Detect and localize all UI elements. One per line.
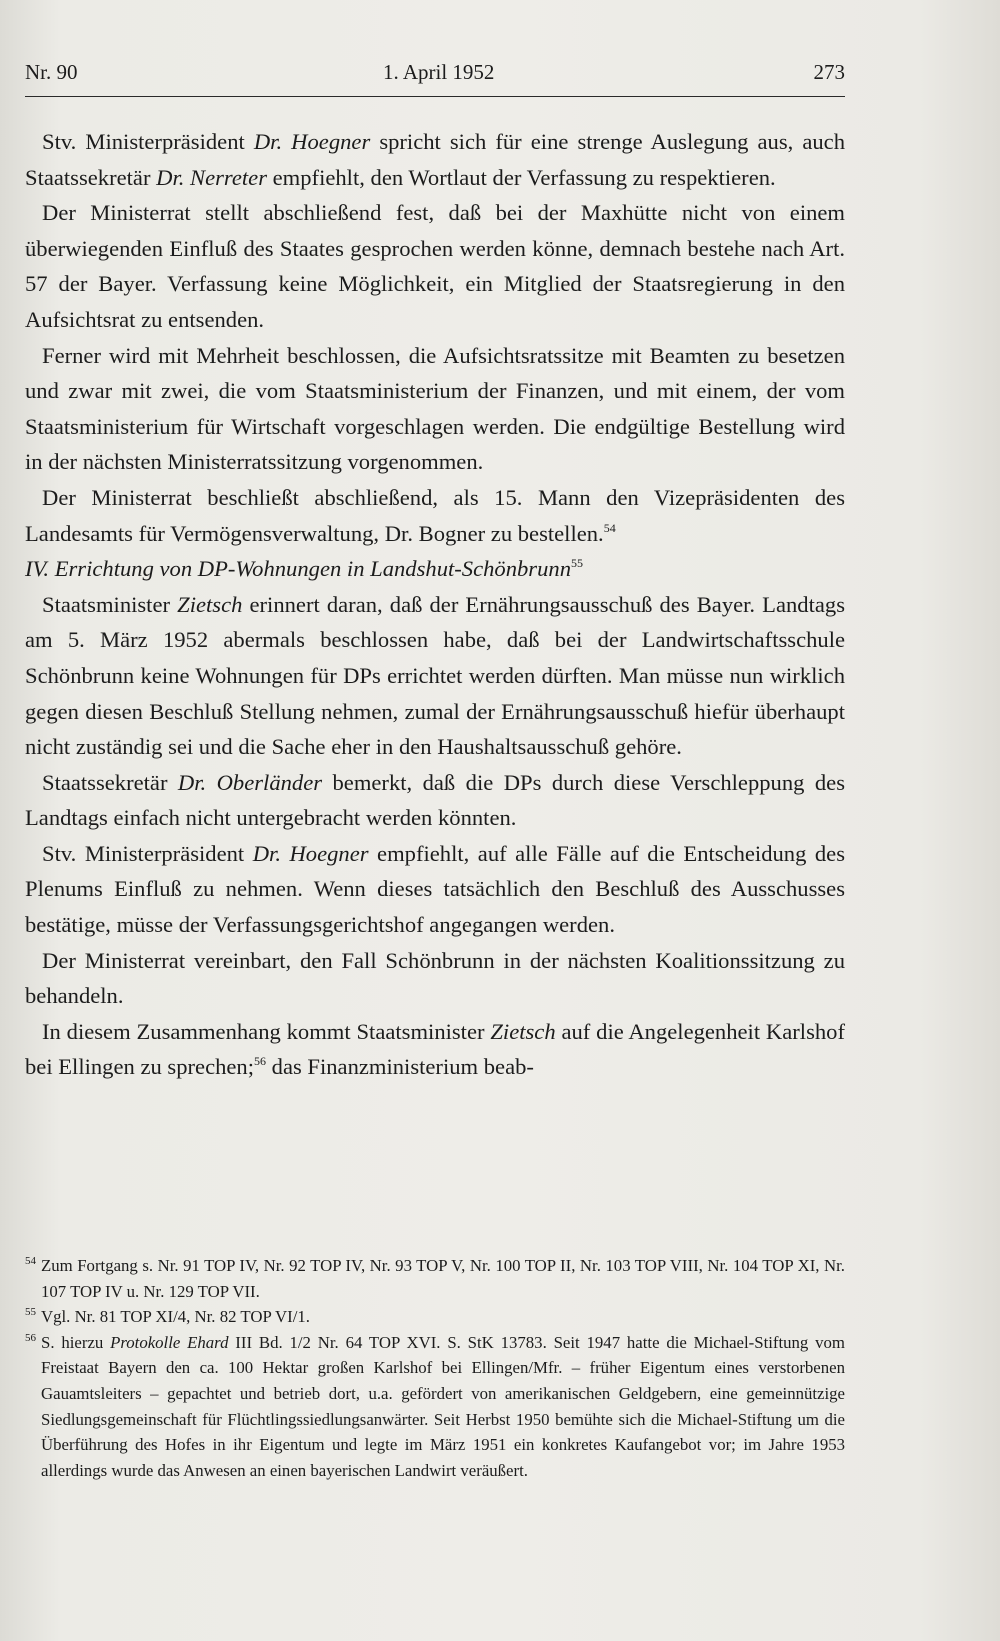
document-number: Nr. 90 <box>25 60 78 84</box>
page-number: 273 <box>813 60 845 84</box>
text-span: Stv. Ministerpräsident <box>42 129 254 154</box>
person-name: Dr. Nerreter <box>156 164 267 190</box>
paragraph <box>25 480 845 551</box>
text-span: Staatssekretär <box>42 769 178 795</box>
footnote-text: Vgl. Nr. 81 TOP XI/4, Nr. 82 TOP VI/1. <box>41 1307 310 1327</box>
header-rule <box>25 96 845 97</box>
person-name: Zietsch <box>490 1018 556 1044</box>
text-span: Stv. Ministerpräsident <box>42 840 253 866</box>
text-span: Der Ministerrat beschließt abschließend, als 15. Mann den Vizepräsidenten des Landesamts für Vermögensverwaltung, Dr. Bogner zu bestellen. <box>25 484 845 546</box>
footnote-ref[interactable]: 55 <box>571 556 583 571</box>
paragraph: Der Ministerrat stellt abschließend fest, daß bei der Maxhütte nicht von einem überwiegenden Einfluß des Staates gesprochen werden könne, demnach bestehe nach Art. 57 der Bayer. Verfassung keine Möglichkeit, ein Mitglied der Staatsregierung in den Aufsichtsrat zu entsenden. <box>25 200 845 332</box>
footnote-text <box>41 1333 845 1480</box>
footnote-ref[interactable]: 56 <box>254 1054 266 1069</box>
text-span: Staatsminister <box>42 591 178 617</box>
paragraph: Der Ministerrat vereinbart, den Fall Schönbrunn in der nächsten Koalitionssitzung zu behandeln. <box>25 947 845 1009</box>
footnote <box>25 1253 845 1304</box>
footnote <box>25 1304 845 1330</box>
footnote-number: 55 <box>25 1306 36 1319</box>
body-text <box>25 124 845 1085</box>
footnotes <box>25 1253 845 1483</box>
section-heading <box>25 551 845 587</box>
section-heading-text: IV. Errichtung von DP-Wohnungen in Landshut-Schönbrunn <box>25 556 571 582</box>
footnote-text: Zum Fortgang s. Nr. 91 TOP IV, Nr. 92 TOP IV, Nr. 93 TOP V, Nr. 100 TOP II, Nr. 103 TOP VIII, Nr. 104 TOP XI, Nr. 107 TOP IV u. Nr. 129 TOP VII. <box>41 1256 845 1301</box>
paragraph <box>25 124 845 195</box>
text-span: auf die Angelegenheit Karlshof bei Ellingen zu sprechen; <box>25 1018 845 1080</box>
text-span: spricht sich für eine strenge Auslegung aus, auch Staatssekretär <box>25 129 845 190</box>
paragraph <box>25 765 845 836</box>
source-title: Protokolle Ehard <box>110 1332 229 1352</box>
text-span: bemerkt, daß die DPs durch diese Verschleppung des Landtags einfach nicht untergebracht werden könnten. <box>25 769 846 831</box>
footnote-ref[interactable]: 54 <box>603 520 616 535</box>
paragraph <box>25 836 845 943</box>
text-span: erinnert daran, daß der Ernährungsausschuß des Bayer. Landtags am 5. März 1952 abermals beschlossen habe, daß bei der Landwirtschaftsschule Schönbrunn keine Wohnungen für DPs errichtet werden dürften. Man müsse nun wirklich gegen diesen Beschluß Stellung nehmen, zumal der Ernährungsausschuß hiefür überhaupt nicht zuständig sei und die Sache eher in den Haushaltsausschuß gehöre. <box>25 591 845 760</box>
text-span: empfiehlt, auf alle Fälle auf die Entscheidung des Plenums Einfluß zu nehmen. Wenn dieses tatsächlich den Beschluß des Ausschusses bestätige, müsse der Verfassungsgerichtshof angegangen werden. <box>25 840 846 938</box>
paragraph: Ferner wird mit Mehrheit beschlossen, die Aufsichtsratssitze mit Beamten zu besetzen und zwar mit zwei, die vom Staatsministerium der Finanzen, und mit einem, der vom Staatsministerium für Wirtschaft vorgeschlagen werden. Die endgültige Bestellung wird in der nächsten Ministerratssitzung vorgenommen. <box>25 342 845 475</box>
person-name: Zietsch <box>177 591 243 617</box>
paragraph <box>25 587 845 765</box>
footnote <box>25 1330 845 1484</box>
running-header <box>25 60 845 96</box>
footnote-number: 54 <box>25 1255 36 1267</box>
paragraph <box>25 1014 845 1085</box>
text-span: empfiehlt, den Wortlaut der Verfassung zu respektieren. <box>267 164 776 190</box>
footnote-number: 56 <box>25 1331 36 1344</box>
session-date: 1. April 1952 <box>383 60 495 84</box>
person-name: Dr. Hoegner <box>252 840 369 866</box>
person-name: Dr. Oberländer <box>177 769 323 795</box>
text-span: S. hierzu <box>41 1332 111 1352</box>
person-name: Dr. Hoegner <box>253 129 371 154</box>
text-span: In diesem Zusammenhang kommt Staatsminister <box>42 1018 491 1044</box>
text-span: III Bd. 1/2 Nr. 64 TOP XVI. S. StK 13783. Seit 1947 hatte die Michael-Stiftung vom Freistaat Bayern den ca. 100 Hektar großen Karlshof bei Ellingen/Mfr. – früher Eigentum eines verstorbenen Gauamtsleiters – gepachtet und betrieb dort, u.a. gefördert von amerikanischen Geldgebern, eine gemeinnützige Siedlungsgemeinschaft für Flüchtlingssiedlungsanwärter. Seit Herbst 1950 bemühte sich die Michael-Stiftung um die Überführung des Hofes in ihr Eigentum und legte im März 1951 ein konkretes Kaufangebot vor; im Jahre 1953 allerdings wurde das Anwesen an einen bayerischen Landwirt veräußert. <box>41 1332 845 1480</box>
text-span: das Finanzministerium beab- <box>266 1054 534 1080</box>
